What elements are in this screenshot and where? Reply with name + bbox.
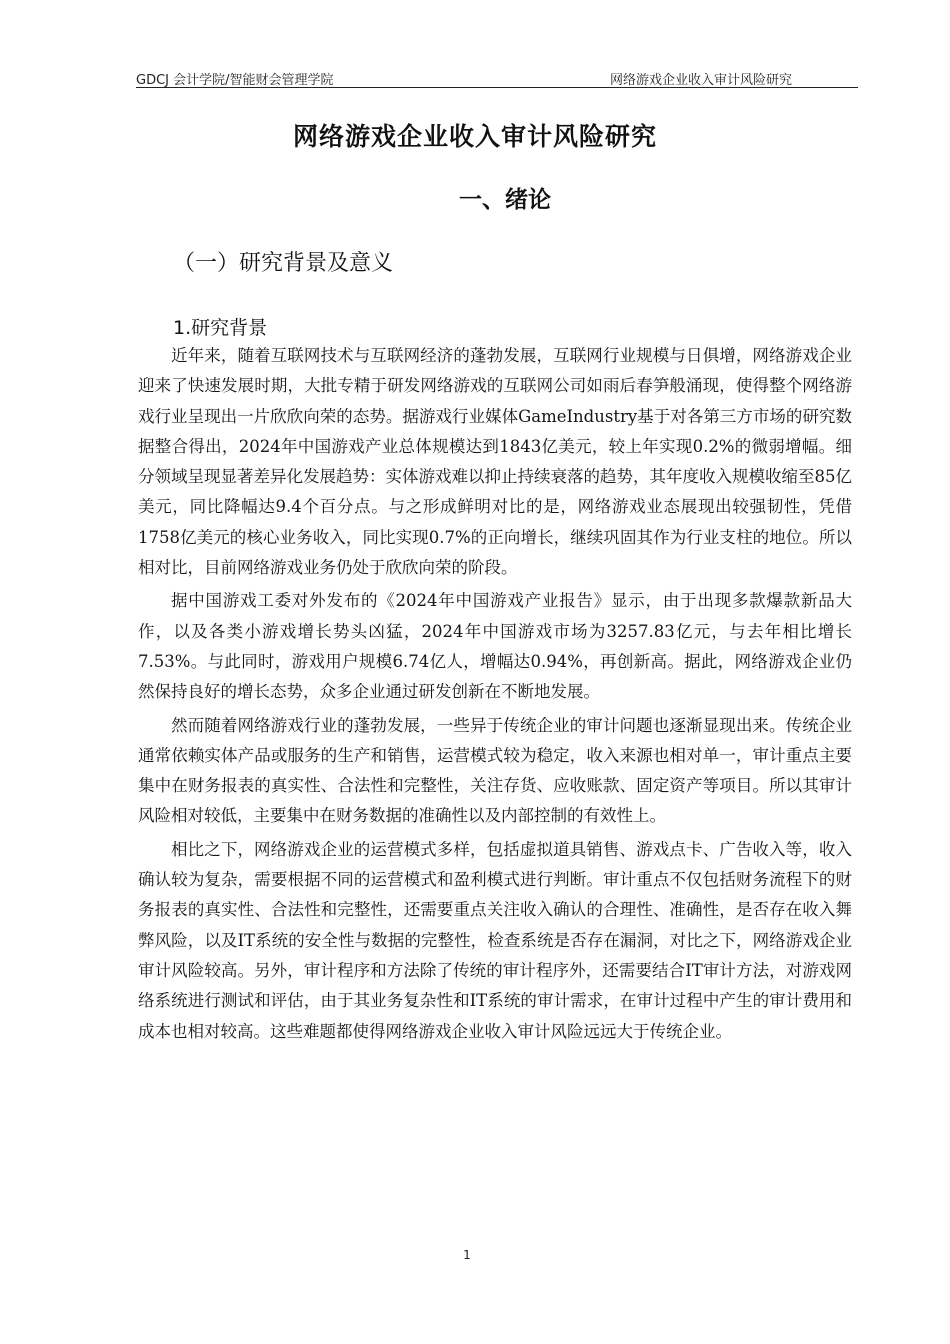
paragraph: 近年来，随着互联网技术与互联网经济的蓬勃发展，互联网行业规模与日俱增，网络游戏企业迎来了快速发展时期，大批专精于研发网络游戏的互联网公司如雨后春笋般涌现，使得整个网络游戏行业呈现出一片欣欣向荣的态势。据游戏行业媒体GameIndustry基于对各第三方市场的研究数据整合得出，2024年中国游戏产业总体规模达到1843亿美元，较上年实现0.2%的微弱增幅。细分领域呈现显著差异化发展趋势：实体游戏难以抑止持续衰落的趋势，其年度收入规模收缩至85亿美元，同比降幅达9.4个百分点。与之形成鲜明对比的是，网络游戏业态展现出较强韧性，凭借1758亿美元的核心业务收入，同比实现0.7%的正向增长，继续巩固其作为行业支柱的地位。所以相对比，目前网络游戏业务仍处于欣欣向荣的阶段。 <box>138 346 852 578</box>
paragraph: 然而随着网络游戏行业的蓬勃发展，一些异于传统企业的审计问题也逐渐显现出来。传统企业通常依赖实体产品或服务的生产和销售，运营模式较为稳定，收入来源也相对单一，审计重点主要集中在财务报表的真实性、合法性和完整性，关注存货、应收账款、固定资产等项目。所以其审计风险相对较低，主要集中在财务数据的准确性以及内部控制的有效性上。 <box>138 715 852 826</box>
running-header-right: 网络游戏企业收入审计风险研究 <box>609 73 792 88</box>
section-heading: （一）研究背景及意义 <box>173 251 394 276</box>
paragraph: 据中国游戏工委对外发布的《2024年中国游戏产业报告》显示，由于出现多款爆款新品大作，以及各类小游戏增长势头凶猛，2024年中国游戏市场为3257.83亿元，与去年相比增长7.53%。与此同时，游戏用户规模6.74亿人，增幅达0.94%，再创新高。据此，网络游戏企业仍然保持良好的增长态势，众多企业通过研发创新在不断地发展。 <box>138 591 852 702</box>
page-number: 1 <box>463 1248 471 1262</box>
running-header-left: GDCJ 会计学院/智能财会管理学院 <box>136 73 334 88</box>
header-divider <box>136 87 858 88</box>
body-text <box>138 341 852 1050</box>
chapter-heading: 一、绪论 <box>459 187 551 213</box>
subsection-heading: 1.研究背景 <box>173 317 268 339</box>
document-title: 网络游戏企业收入审计风险研究 <box>292 122 657 151</box>
paragraph: 相比之下，网络游戏企业的运营模式多样，包括虚拟道具销售、游戏点卡、广告收入等，收入确认较为复杂，需要根据不同的运营模式和盈利模式进行判断。审计重点不仅包括财务流程下的财务报表的真实性、合法性和完整性，还需要重点关注收入确认的合理性、准确性，是否存在收入舞弊风险，以及IT系统的安全性与数据的完整性，检查系统是否存在漏洞，对比之下，网络游戏企业审计风险较高。另外，审计程序和方法除了传统的审计程序外，还需要结合IT审计方法，对游戏网络系统进行测试和评估，由于其业务复杂性和IT系统的审计需求，在审计过程中产生的审计费用和成本也相对较高。这些难题都使得网络游戏企业收入审计风险远远大于传统企业。 <box>138 839 852 1041</box>
